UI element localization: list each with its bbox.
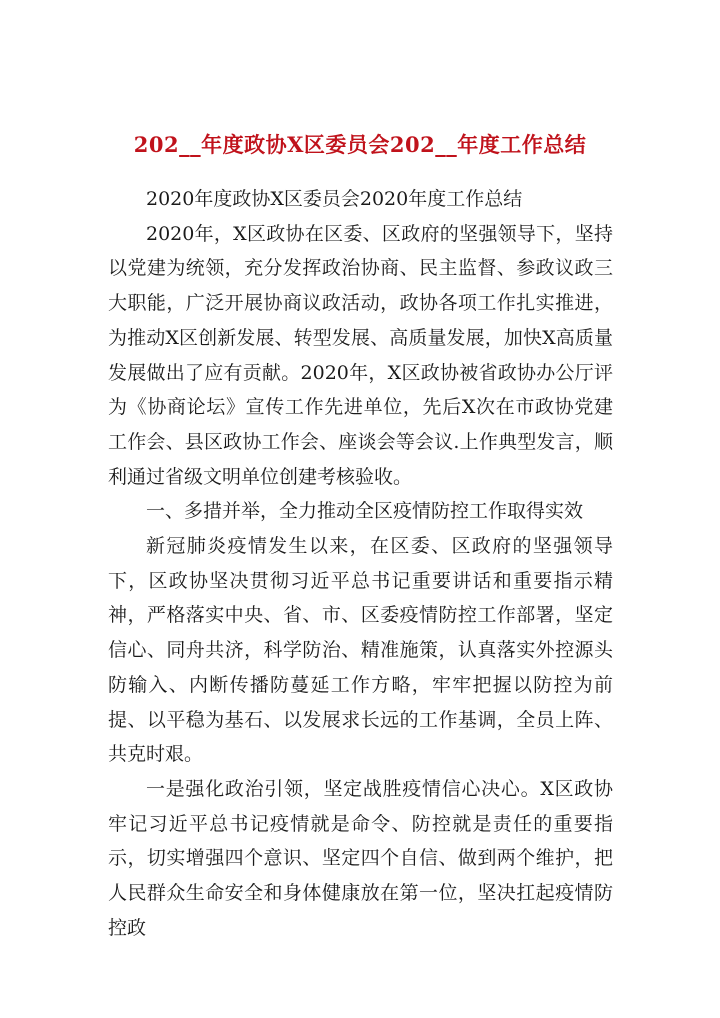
section-1-point-1-paragraph: 一是强化政治引领，坚定战胜疫情信心决心。X区政协牢记习近平总书记疫情就是命令、防控就是责任的重要指示，切实增强四个意识、坚定四个自信、做到两个维护，把人民群众生命安全和身体健康放在第一位，坚决扛起疫情防控政 — [108, 777, 613, 939]
intro-paragraph: 2020年，X区政协在区委、区政府的坚强领导下，坚持以党建为统领，充分发挥政治协商、民主监督、参政议政三大职能，广泛开展协商议政活动，政协各项工作扎实推进，为推动X区创新发展、转型发展、高质量发展，加快X高质量发展做出了应有贡献。2020年，X区政协被省政协办公厅评为《协商论坛》宣传工作先进单位，先后X次在市政协党建工作会、县区政协工作会、座谈会等会议.上作典型发言，顺利通过省级文明单位创建考核验收。 — [108, 222, 613, 488]
section-heading-1: 一、多措并举，全力推动全区疫情防控工作取得实效 — [146, 500, 584, 523]
subtitle-paragraph: 2020年度政协X区委员会2020年度工作总结 — [146, 188, 523, 210]
document-title: 202__年度政协X区委员会202__年度工作总结 — [133, 132, 587, 157]
document-body — [108, 182, 613, 945]
section-1-paragraph: 新冠肺炎疫情发生以来，在区委、区政府的坚强领导下，区政协坚决贯彻习近平总书记重要讲话和重要指示精神，严格落实中央、省、市、区委疫情防控工作部署，坚定信心、同舟共济，科学防治、精准施策，认真落实外控源头防输入、内断传播防蔓延工作方略，牢牢把握以防控为前提、以平稳为基石、以发展求长远的工作基调，全员上阵、共克时艰。 — [108, 535, 613, 766]
